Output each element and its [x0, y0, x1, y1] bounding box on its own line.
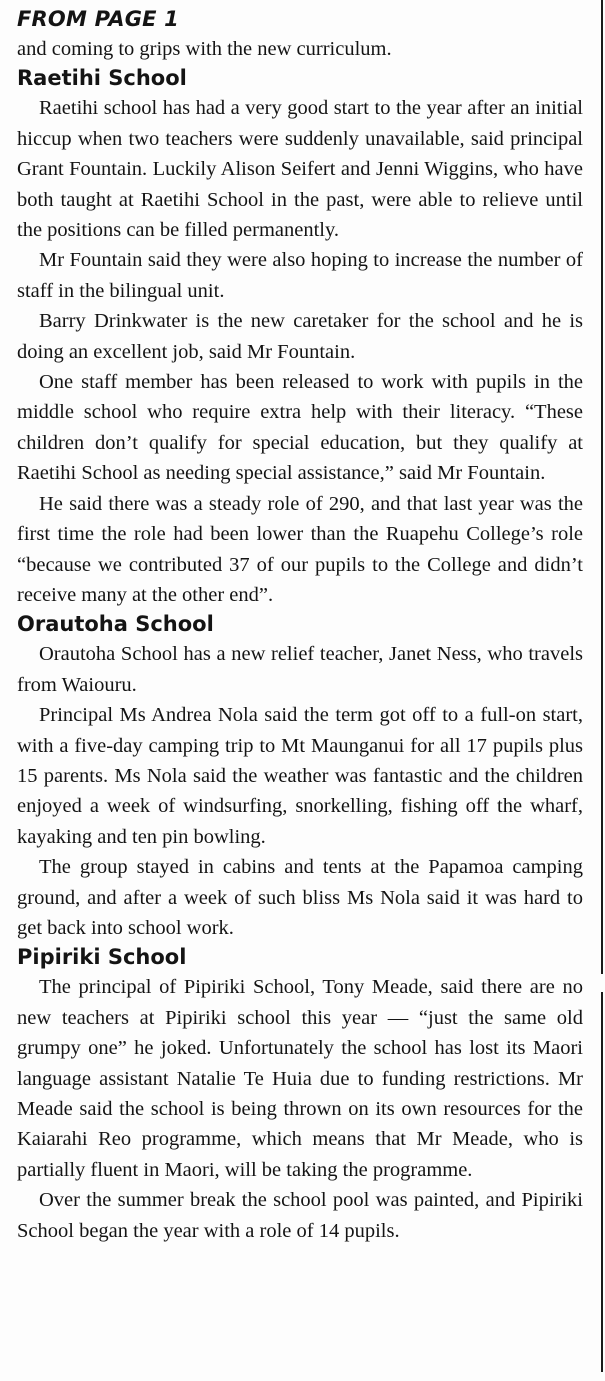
- raetihi-paragraph-2: Mr Fountain said they were also hoping to increase the number of staff in the bilingual unit.: [17, 249, 583, 302]
- orautoha-paragraph-2: Principal Ms Andrea Nola said the term got off to a full-on start, with a five-day camping trip to Mt Maunganui for all 17 pupils plus 15 parents. Ms Nola said the weather was fantastic and the children enjoyed a week of windsurfing, snorkelling, fishing off the wharf, kayaking and ten pin bowling.: [17, 704, 583, 848]
- column-rule-bottom: [601, 992, 603, 1372]
- section-heading-orautoha: Orautoha School: [17, 612, 214, 637]
- intro-paragraph: and coming to grips with the new curriculum.: [17, 38, 392, 60]
- section-heading-raetihi: Raetihi School: [17, 66, 187, 91]
- orautoha-paragraph-3: The group stayed in cabins and tents at the Papamoa camping ground, and after a week of such bliss Ms Nola said it was hard to get back into school work.: [17, 856, 583, 939]
- pipiriki-paragraph-1: The principal of Pipiriki School, Tony Meade, said there are no new teachers at Pipiriki school this year — “just the same old grumpy one” he joked. Unfortunately the school has lost its Maori language assistant Natalie Te Huia due to funding restrictions. Mr Meade said the school is being thrown on its own resources for the Kaiarahi Reo programme, which means that Mr Meade, who is partially fluent in Maori, will be taking the programme.: [17, 976, 583, 1181]
- raetihi-paragraph-4: One staff member has been released to work with pupils in the middle school who require extra help with their literacy. “These children don’t qualify for special education, but they qualify at Raetihi School as needing special assistance,” said Mr Fountain.: [17, 371, 583, 485]
- continuation-kicker: FROM PAGE 1: [17, 7, 179, 31]
- raetihi-paragraph-1: Raetihi school has had a very good start to the year after an initial hiccup when two teachers were suddenly unavailable, said principal Grant Fountain. Luckily Alison Seifert and Jenni Wiggins, who have both taught at Raetihi School in the past, were able to relieve until the positions can be filled permanently.: [17, 97, 583, 242]
- column-rule-top: [601, 0, 603, 974]
- pipiriki-paragraph-2: Over the summer break the school pool was painted, and Pipiriki School began the year with a role of 14 pupils.: [17, 1189, 583, 1242]
- article-column: [17, 4, 583, 1246]
- raetihi-paragraph-3: Barry Drinkwater is the new caretaker for the school and he is doing an excellent job, said Mr Fountain.: [17, 310, 583, 363]
- orautoha-paragraph-1: Orautoha School has a new relief teacher, Janet Ness, who travels from Waiouru.: [17, 643, 583, 696]
- section-heading-pipiriki: Pipiriki School: [17, 945, 187, 970]
- raetihi-paragraph-5: He said there was a steady role of 290, and that last year was the first time the role had been lower than the Ruapehu College’s role “because we contributed 37 of our pupils to the College and didn’t receive many at the other end”.: [17, 492, 583, 606]
